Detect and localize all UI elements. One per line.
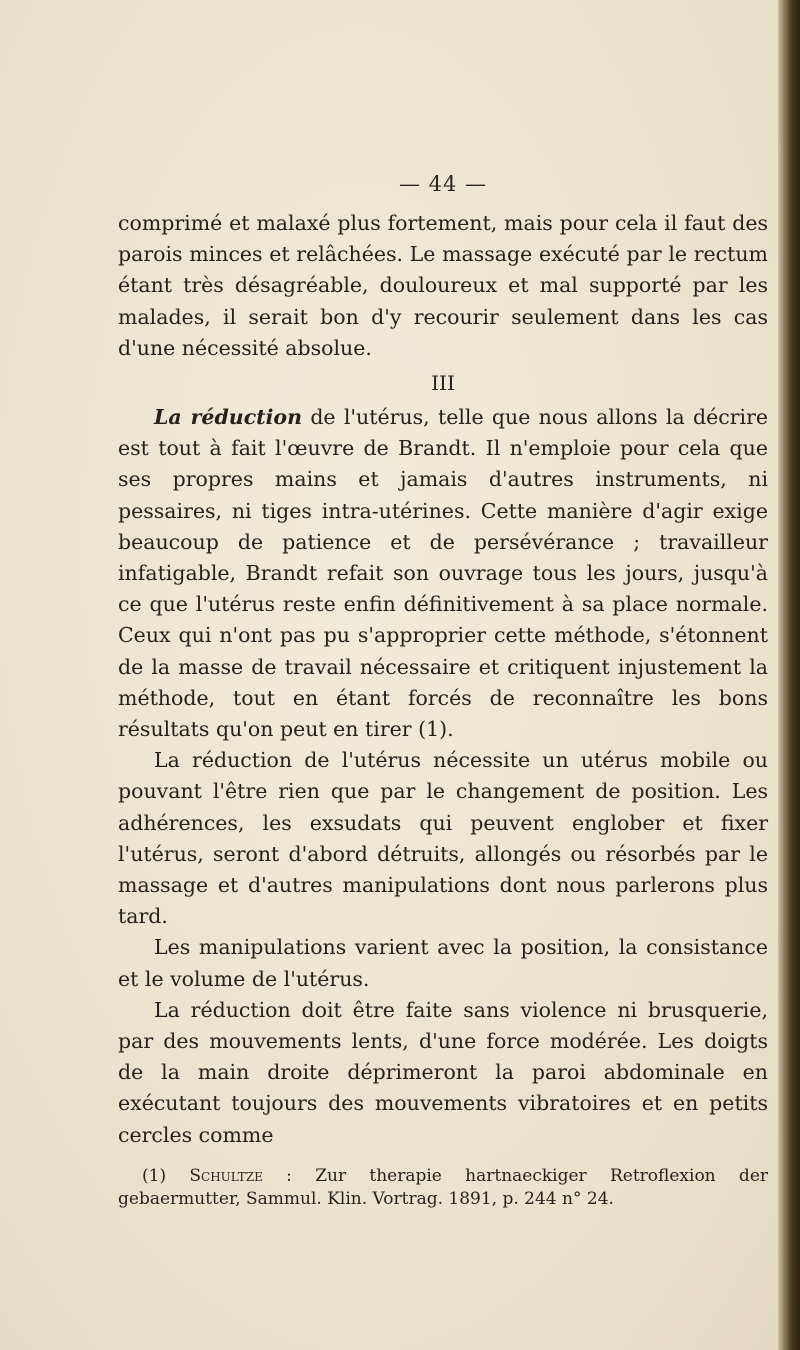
section-heading: III bbox=[431, 371, 455, 396]
paragraph-5: La réduction doit être faite sans violence ni brusquerie, par des mouvements lents, d'une force modérée. Les doigts de la main droite déprimeront la paroi abdominale en exécutant toujours des mouvements vibratoires et en petits cercles comme bbox=[118, 997, 768, 1147]
book-page bbox=[118, 172, 768, 1211]
paragraph-4: Les manipulations varient avec la position, la consistance et le volume de l'utérus. bbox=[118, 935, 768, 991]
paragraph-1: comprimé et malaxé plus fortement, mais pour cela il faut des parois minces et relâchées. Le massage exécuté par le rectum étant très désagréable, douloureux et mal supporté par les malades, il serait bon d'y recourir seulement dans les cas d'une nécessité absolue. bbox=[118, 211, 768, 360]
paragraph-2-body: de l'utérus, telle que nous allons la décrire est tout à fait l'œuvre de Brandt. Il n'emploie pour cela que ses propres mains et jamais d'autres instruments, ni pessaires, ni tiges intra-utérines. Cette manière d'agir exige beaucoup de patience et de persévérance ; travailleur infatigable, Brandt refait son ouvrage tous les jours, jusqu'à ce que l'utérus reste enfin définitivement à sa place normale. Ceux qui n'ont pas pu s'approprier cette méthode, s'étonnent de la masse de travail nécessaire et critiquent injustement la méthode, tout en étant forcés de reconnaître les bons résultats qu'on peut en tirer (1). bbox=[118, 405, 768, 742]
paragraph-3: La réduction de l'utérus nécessite un utérus mobile ou pouvant l'être rien que par le changement de position. Les adhérences, les exsudats qui peuvent englober et fixer l'utérus, seront d'abord détruits, allongés ou résorbés par le massage et d'autres manipulations dont nous parlerons plus tard. bbox=[118, 748, 768, 929]
footnote-author: Schultze bbox=[189, 1165, 263, 1186]
footnote-marker: (1) bbox=[142, 1165, 167, 1186]
footnote bbox=[118, 1165, 768, 1211]
page-edge-shadow bbox=[778, 0, 800, 1350]
lead-term: La réduction bbox=[154, 405, 303, 430]
page-number: — 44 — bbox=[398, 172, 488, 196]
paragraph-2 bbox=[118, 402, 768, 745]
footnote-text: : Zur therapie hartnaeckiger Retroflexion der gebaermutter, Sammul. Klin. Vortrag. 1891, p. 244 n° 24. bbox=[118, 1165, 768, 1209]
